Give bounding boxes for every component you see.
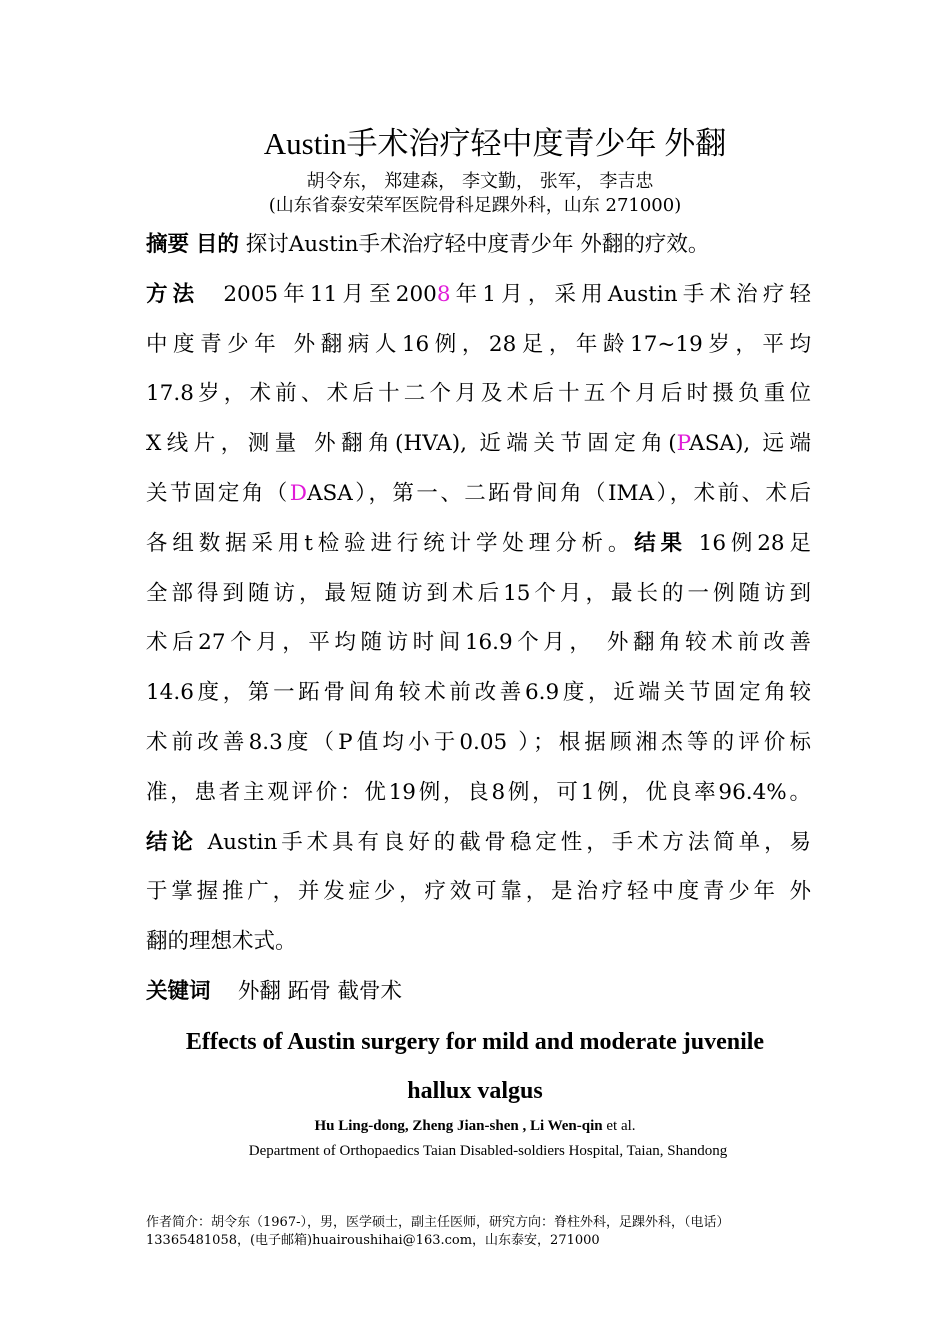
conclusion-label: 结论 bbox=[146, 829, 197, 855]
keywords-text: 外翻 跖骨 截骨术 bbox=[237, 978, 403, 1004]
abstract-objective-line bbox=[146, 220, 811, 270]
method-text-line: 2005年11月至2008年1月，采用Austin手术治疗轻 bbox=[223, 281, 811, 307]
method-text-line: X线片，测量 外翻角(HVA), 近端关节固定角(PASA), 远端 bbox=[146, 431, 811, 457]
abstract bbox=[146, 220, 811, 1017]
method-line bbox=[146, 270, 811, 320]
highlighted-char: P bbox=[676, 431, 690, 457]
result-text-line: 术后27个月，平均随访时间16.9个月， 外翻角较术前改善 bbox=[146, 630, 811, 656]
method-result-line bbox=[146, 519, 811, 569]
conclusion-text-line: 于掌握推广，并发症少，疗效可靠，是治疗轻中度青少年 外 bbox=[146, 879, 811, 905]
conclusion-text-line: Austin手术具有良好的截骨稳定性，手术方法简单，易 bbox=[207, 829, 811, 855]
keywords-line bbox=[146, 967, 811, 1017]
english-affiliation: Department of Orthopaedics Taian Disabled-soldiers Hospital, Taian, Shandong bbox=[248, 1143, 728, 1159]
objective-text: 探讨Austin手术治疗轻中度青少年 外翻的疗效。 bbox=[245, 232, 710, 257]
author-list: 胡令东， 郑建森， 李文勤， 张军， 李吉忠 bbox=[306, 171, 654, 192]
keywords-label: 关键词 bbox=[146, 978, 211, 1004]
author-affiliation: (山东省泰安荣军医院骨科足踝外科，山东 271000) bbox=[268, 195, 682, 216]
method-text-line: 17.8岁，术前、术后十二个月及术后十五个月后时摄负重位 bbox=[146, 381, 811, 407]
method-label: 方法 bbox=[146, 281, 200, 307]
result-text-line: 16例28足 bbox=[698, 530, 811, 556]
conclusion-line bbox=[146, 818, 811, 868]
result-text-line: 术前改善8.3度（P值均小于0.05 ）；根据顾湘杰等的评价标 bbox=[146, 729, 811, 755]
english-author-names: Hu Ling-dong, Zheng Jian-shen , Li Wen-qin bbox=[314, 1118, 603, 1134]
conclusion-text-line: 翻的理想术式。 bbox=[146, 929, 297, 955]
english-authors bbox=[0, 1116, 950, 1136]
english-authors-etal: et al. bbox=[606, 1118, 636, 1134]
highlighted-char: D bbox=[289, 480, 307, 506]
method-text-line: 关节固定角（DASA），第一、二跖骨间角（IMA），术前、术后 bbox=[146, 480, 811, 506]
english-title bbox=[0, 1018, 950, 1116]
highlighted-char: 8 bbox=[436, 281, 451, 307]
author-footnote: 作者简介：胡令东（1967-），男，医学硕士，副主任医师，研究方向：脊柱外科，足踝外科，（电话）13365481058，(电子邮箱)huairoushihai@163.com，山东泰安，271000 bbox=[146, 1215, 730, 1248]
result-label: 结果 bbox=[634, 530, 687, 556]
result-text-line: 准，患者主观评价：优19例，良8例，可1例，优良率96.4%。 bbox=[146, 779, 811, 805]
method-text-line: 各组数据采用t检验进行统计学处理分析。 bbox=[146, 530, 635, 556]
english-title-line: hallux valgus bbox=[407, 1078, 543, 1104]
english-title-line: Effects of Austin surgery for mild and moderate juvenile bbox=[185, 1029, 765, 1055]
result-text-line: 14.6度，第一跖骨间角较术前改善6.9度，近端关节固定角较 bbox=[146, 680, 811, 706]
paper-title: Austin手术治疗轻中度青少年 外翻 bbox=[263, 126, 727, 161]
objective-label: 目的 bbox=[195, 232, 239, 257]
method-text-line: 中度青少年 外翻病人16例，28足，年龄17~19岁，平均 bbox=[146, 331, 811, 357]
abstract-label: 摘要 bbox=[146, 232, 190, 257]
result-text-line: 全部得到随访，最短随访到术后15个月，最长的一例随访到 bbox=[146, 580, 811, 606]
